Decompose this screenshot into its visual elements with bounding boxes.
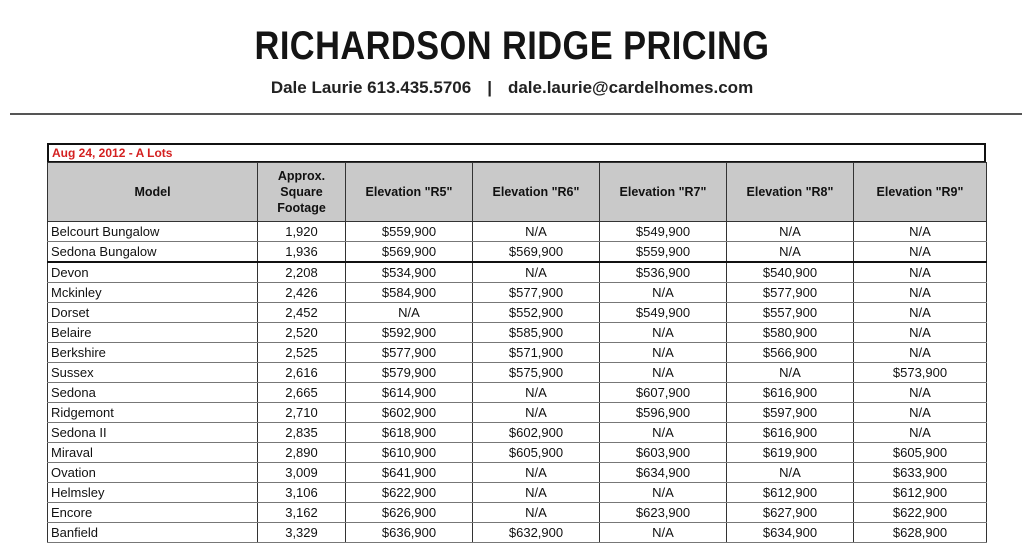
- cell-model: Sedona Bungalow: [48, 242, 258, 263]
- cell-r9: $633,900: [854, 463, 987, 483]
- cell-r6: N/A: [473, 262, 600, 283]
- cell-r8: $557,900: [727, 303, 854, 323]
- cell-r8: $616,900: [727, 383, 854, 403]
- header-sqft: [258, 163, 346, 222]
- cell-sqft: 2,426: [258, 283, 346, 303]
- header-sqft-line3: Footage: [277, 201, 326, 215]
- cell-r6: $602,900: [473, 423, 600, 443]
- cell-r9: N/A: [854, 303, 987, 323]
- cell-r6: $552,900: [473, 303, 600, 323]
- cell-r6: N/A: [473, 503, 600, 523]
- cell-r6: $571,900: [473, 343, 600, 363]
- cell-r7: N/A: [600, 283, 727, 303]
- table-row: [48, 443, 987, 463]
- cell-r6: $577,900: [473, 283, 600, 303]
- contact-name-phone: Dale Laurie 613.435.5706: [270, 78, 472, 97]
- cell-r8: $577,900: [727, 283, 854, 303]
- cell-r9: N/A: [854, 343, 987, 363]
- header-elevation-r6: Elevation "R6": [473, 163, 600, 222]
- contact-line: [0, 78, 1024, 98]
- header-model: Model: [48, 163, 258, 222]
- table-row: [48, 383, 987, 403]
- cell-model: Dorset: [48, 303, 258, 323]
- cell-sqft: 2,616: [258, 363, 346, 383]
- cell-r7: $603,900: [600, 443, 727, 463]
- cell-sqft: 2,525: [258, 343, 346, 363]
- cell-r6: N/A: [473, 403, 600, 423]
- cell-r9: N/A: [854, 283, 987, 303]
- header-sqft-line2: Square: [280, 185, 323, 199]
- cell-model: Encore: [48, 503, 258, 523]
- cell-r5: $577,900: [346, 343, 473, 363]
- cell-r8: $580,900: [727, 323, 854, 343]
- cell-r8: N/A: [727, 463, 854, 483]
- contact-separator: |: [487, 78, 492, 97]
- cell-r7: N/A: [600, 483, 727, 503]
- cell-model: Ridgemont: [48, 403, 258, 423]
- table-row: [48, 262, 987, 283]
- cell-r7: $596,900: [600, 403, 727, 423]
- cell-r8: N/A: [727, 242, 854, 263]
- pricing-table-container: [47, 143, 986, 543]
- cell-r9: N/A: [854, 242, 987, 263]
- cell-r7: $536,900: [600, 262, 727, 283]
- header-sqft-line1: Approx.: [277, 169, 326, 183]
- cell-r8: $612,900: [727, 483, 854, 503]
- table-row: [48, 403, 987, 423]
- cell-r7: $549,900: [600, 303, 727, 323]
- cell-r6: $632,900: [473, 523, 600, 543]
- cell-model: Banfield: [48, 523, 258, 543]
- cell-r6: $569,900: [473, 242, 600, 263]
- cell-r5: $618,900: [346, 423, 473, 443]
- header-divider: [10, 113, 1022, 115]
- contact-email: dale.laurie@cardelhomes.com: [507, 78, 754, 97]
- table-row: [48, 463, 987, 483]
- cell-r6: N/A: [473, 483, 600, 503]
- cell-r5: N/A: [346, 303, 473, 323]
- cell-sqft: 1,936: [258, 242, 346, 263]
- table-row: [48, 323, 987, 343]
- cell-sqft: 3,162: [258, 503, 346, 523]
- cell-r7: $549,900: [600, 222, 727, 242]
- cell-r5: $584,900: [346, 283, 473, 303]
- date-label: Aug 24, 2012 - A Lots: [47, 143, 986, 162]
- cell-r7: $607,900: [600, 383, 727, 403]
- table-row: [48, 523, 987, 543]
- cell-r9: $622,900: [854, 503, 987, 523]
- cell-r6: $605,900: [473, 443, 600, 463]
- cell-r9: N/A: [854, 262, 987, 283]
- table-body: [48, 222, 987, 543]
- cell-r8: $597,900: [727, 403, 854, 423]
- cell-r7: $623,900: [600, 503, 727, 523]
- cell-model: Mckinley: [48, 283, 258, 303]
- cell-r7: $559,900: [600, 242, 727, 263]
- cell-model: Miraval: [48, 443, 258, 463]
- cell-r9: N/A: [854, 423, 987, 443]
- cell-r9: $612,900: [854, 483, 987, 503]
- cell-model: Helmsley: [48, 483, 258, 503]
- cell-r7: $634,900: [600, 463, 727, 483]
- cell-r8: $566,900: [727, 343, 854, 363]
- cell-r9: N/A: [854, 323, 987, 343]
- cell-r7: N/A: [600, 423, 727, 443]
- cell-r6: N/A: [473, 383, 600, 403]
- cell-r6: $585,900: [473, 323, 600, 343]
- cell-r7: N/A: [600, 363, 727, 383]
- cell-sqft: 3,106: [258, 483, 346, 503]
- cell-r7: N/A: [600, 343, 727, 363]
- table-row: [48, 303, 987, 323]
- cell-r6: N/A: [473, 463, 600, 483]
- cell-r7: N/A: [600, 523, 727, 543]
- cell-sqft: 3,009: [258, 463, 346, 483]
- table-row: [48, 503, 987, 523]
- cell-r8: N/A: [727, 222, 854, 242]
- cell-sqft: 2,835: [258, 423, 346, 443]
- cell-sqft: 3,329: [258, 523, 346, 543]
- cell-r5: $610,900: [346, 443, 473, 463]
- cell-r5: $636,900: [346, 523, 473, 543]
- cell-sqft: 2,208: [258, 262, 346, 283]
- table-row: [48, 343, 987, 363]
- table-row: [48, 363, 987, 383]
- cell-model: Belaire: [48, 323, 258, 343]
- cell-sqft: 2,890: [258, 443, 346, 463]
- cell-sqft: 1,920: [258, 222, 346, 242]
- cell-r6: $575,900: [473, 363, 600, 383]
- cell-r9: N/A: [854, 383, 987, 403]
- cell-r9: $573,900: [854, 363, 987, 383]
- cell-sqft: 2,710: [258, 403, 346, 423]
- cell-r9: $605,900: [854, 443, 987, 463]
- pricing-table: [47, 162, 987, 543]
- cell-r5: $579,900: [346, 363, 473, 383]
- header-elevation-r8: Elevation "R8": [727, 163, 854, 222]
- cell-model: Devon: [48, 262, 258, 283]
- cell-model: Sedona: [48, 383, 258, 403]
- page-title: RICHARDSON RIDGE PRICING: [254, 24, 770, 68]
- cell-model: Belcourt Bungalow: [48, 222, 258, 242]
- cell-sqft: 2,520: [258, 323, 346, 343]
- cell-sqft: 2,452: [258, 303, 346, 323]
- header-elevation-r5: Elevation "R5": [346, 163, 473, 222]
- cell-r5: $534,900: [346, 262, 473, 283]
- header-elevation-r7: Elevation "R7": [600, 163, 727, 222]
- cell-r8: N/A: [727, 363, 854, 383]
- cell-r8: $627,900: [727, 503, 854, 523]
- cell-r5: $569,900: [346, 242, 473, 263]
- cell-r5: $559,900: [346, 222, 473, 242]
- cell-r5: $592,900: [346, 323, 473, 343]
- cell-r8: $634,900: [727, 523, 854, 543]
- table-row: [48, 483, 987, 503]
- header-elevation-r9: Elevation "R9": [854, 163, 987, 222]
- table-row: [48, 283, 987, 303]
- cell-r5: $641,900: [346, 463, 473, 483]
- cell-r5: $622,900: [346, 483, 473, 503]
- table-header-row: [48, 163, 987, 222]
- cell-sqft: 2,665: [258, 383, 346, 403]
- cell-r9: N/A: [854, 222, 987, 242]
- cell-r8: $616,900: [727, 423, 854, 443]
- cell-r8: $619,900: [727, 443, 854, 463]
- cell-r9: $628,900: [854, 523, 987, 543]
- cell-r5: $626,900: [346, 503, 473, 523]
- cell-r9: N/A: [854, 403, 987, 423]
- cell-r5: $602,900: [346, 403, 473, 423]
- cell-model: Ovation: [48, 463, 258, 483]
- cell-r8: $540,900: [727, 262, 854, 283]
- cell-r5: $614,900: [346, 383, 473, 403]
- cell-model: Sussex: [48, 363, 258, 383]
- cell-r7: N/A: [600, 323, 727, 343]
- table-row: [48, 423, 987, 443]
- cell-r6: N/A: [473, 222, 600, 242]
- cell-model: Sedona II: [48, 423, 258, 443]
- cell-model: Berkshire: [48, 343, 258, 363]
- table-row: [48, 242, 987, 263]
- table-row: [48, 222, 987, 242]
